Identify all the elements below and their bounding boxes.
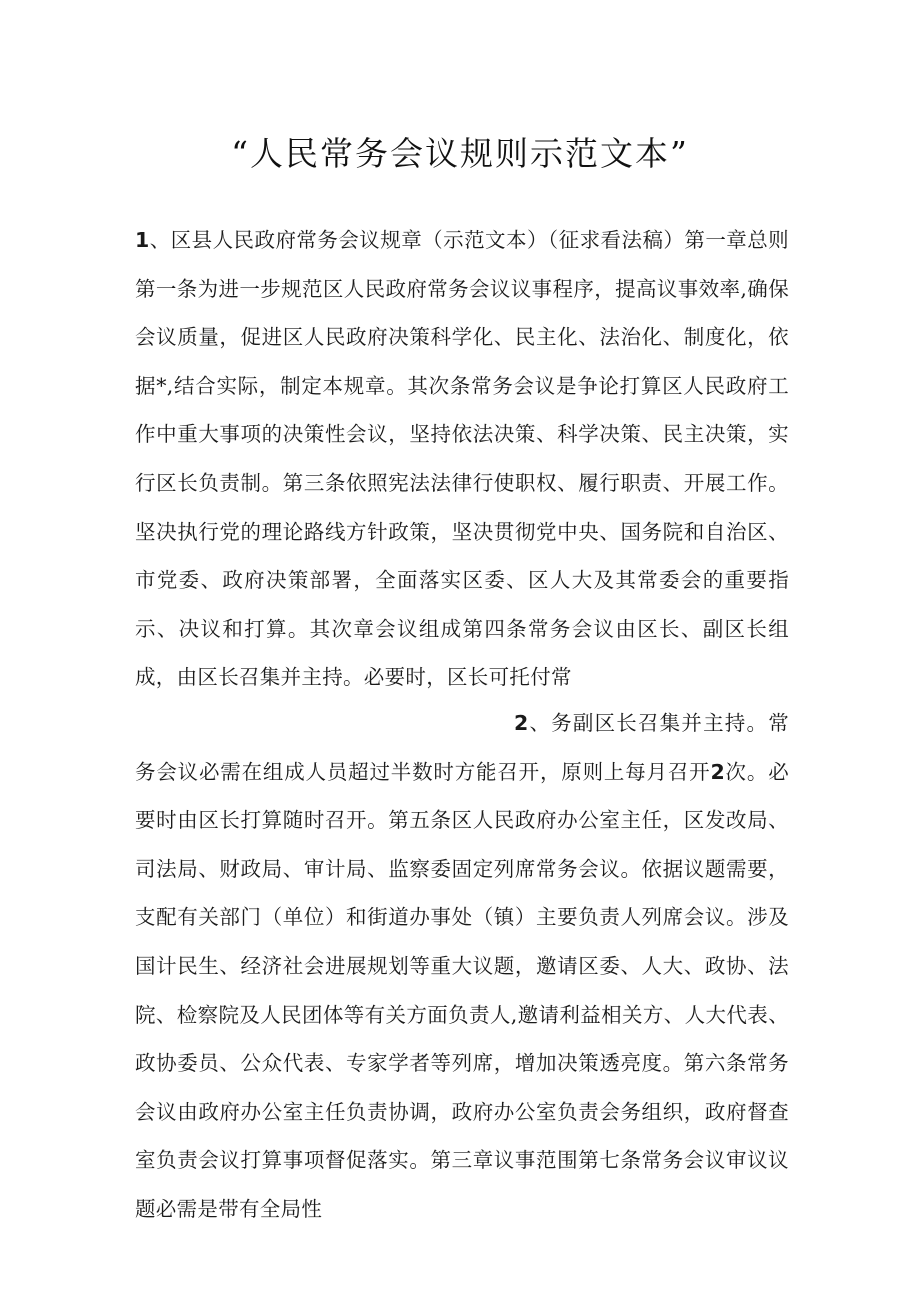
paragraph-1-number: 1: [135, 228, 150, 252]
paragraph-2-inline-number: 2: [710, 759, 726, 784]
paragraph-2-text-before: 、务副区长召集并主持。常务会议必需在组成人员超过半数时方能召开，原则上每月召开: [135, 711, 789, 784]
paragraph-2-text-after: 次。必要时由区长打算随时召开。第五条区人民政府办公室主任，区发改局、司法局、财政局、审计局、监察委固定列席常务会议。依据议题需要，支配有关部门（单位）和街道办事处（镇）主要负责人列席会议。涉及国计民生、经济社会进展规划等重大议题，邀请区委、人大、政协、法院、检察院及人民团体等有关方面负责人,邀请利益相关方、人大代表、政协委员、公众代表、专家学者等列席，增加决策透亮度。第六条常务会议由政府办公室主任负责协调，政府办公室负责会务组织，政府督查室负责会议打算事项督促落实。第三章议事范围第七条常务会议审议议题必需是带有全局性: [135, 759, 789, 1221]
paragraph-1: [135, 216, 789, 702]
paragraph-2: [135, 699, 789, 1234]
document-title: “人民常务会议规则示范文本”: [231, 134, 689, 173]
paragraph-2-number: 2: [514, 711, 529, 735]
paragraph-1-text: 、区县人民政府常务会议规章（示范文本）（征求看法稿）第一章总则第一条为进一步规范区人民政府常务会议议事程序，提高议事效率,确保会议质量，促进区人民政府决策科学化、民主化、法治化、制度化，依据*,结合实际，制定本规章。其次条常务会议是争论打算区人民政府工作中重大事项的决策性会议，坚持依法决策、科学决策、民主决策，实行区长负责制。第三条依照宪法法律行使职权、履行职责、开展工作。坚决执行党的理论路线方针政策，坚决贯彻党中央、国务院和自治区、市党委、政府决策部署，全面落实区委、区人大及其常委会的重要指示、决议和打算。其次章会议组成第四条常务会议由区长、副区长组成，由区长召集并主持。必要时，区长可托付常: [135, 228, 789, 690]
